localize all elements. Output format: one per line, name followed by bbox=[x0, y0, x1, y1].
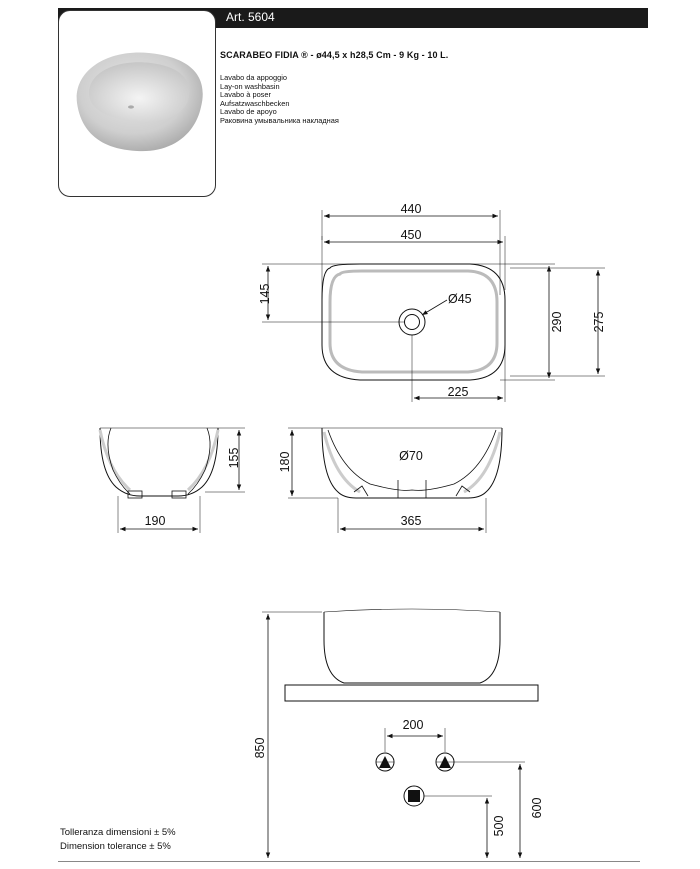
dim-label: 440 bbox=[400, 202, 422, 216]
side-view bbox=[100, 428, 245, 533]
description-line: Раковина умывальника накладная bbox=[220, 115, 339, 125]
tolerance-en: Dimension tolerance ± 5% bbox=[60, 841, 171, 852]
dim-label: 225 bbox=[447, 385, 469, 399]
tolerance-note bbox=[60, 826, 176, 854]
dim-label: 290 bbox=[550, 311, 564, 333]
countertop bbox=[285, 685, 538, 701]
dim-label: 190 bbox=[144, 514, 166, 528]
dim-label: 600 bbox=[530, 797, 544, 819]
dim-label: 180 bbox=[278, 451, 292, 473]
dim-label: Ø70 bbox=[399, 449, 423, 463]
footer-divider bbox=[58, 861, 640, 862]
description-line: Lavabo da appoggio bbox=[220, 73, 287, 82]
description-line: Aufsatzwaschbecken bbox=[220, 98, 290, 108]
top-view bbox=[262, 210, 605, 402]
dim-label: 450 bbox=[400, 228, 422, 242]
dim-label: 365 bbox=[400, 514, 422, 528]
dim-label: 500 bbox=[492, 815, 506, 837]
product-title: SCARABEO FIDIA ® - ø44,5 x h28,5 Cm - 9 Kg - 10 L. bbox=[220, 50, 449, 60]
dim-label: 155 bbox=[227, 447, 241, 469]
dim-label: 200 bbox=[402, 718, 424, 732]
tolerance-it: Tolleranza dimensioni ± 5% bbox=[60, 827, 176, 838]
description-line: Lay-on washbasin bbox=[220, 81, 280, 91]
dim-label: 850 bbox=[253, 737, 267, 759]
dim-label: Ø45 bbox=[448, 292, 472, 306]
description-line: Lavabo de apoyo bbox=[220, 107, 277, 117]
dim-label: 275 bbox=[592, 311, 606, 333]
front-view bbox=[288, 428, 502, 533]
dim-label: 145 bbox=[258, 283, 272, 305]
description-line: Lavabo à poser bbox=[220, 90, 271, 100]
article-number: Art. 5604 bbox=[226, 10, 275, 24]
